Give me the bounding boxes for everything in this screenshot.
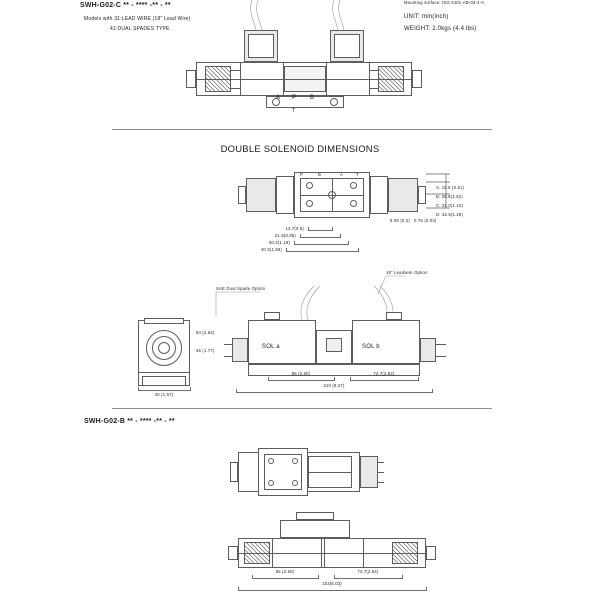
front-dim-line <box>138 390 190 391</box>
section-title: DOUBLE SOLENOID DIMENSIONS <box>220 144 380 155</box>
top-note-line2: 41:DUAL SPADES TYPE <box>110 26 170 32</box>
plan-port-p: P <box>300 172 303 177</box>
lower-dim-line-1 <box>252 578 318 579</box>
solenoid-label-b: SOL b <box>362 344 380 350</box>
mid-dim-line-2 <box>350 380 418 381</box>
divider-top <box>112 129 492 130</box>
plan-small-dim-1: 5.06 (0.2) <box>390 218 410 223</box>
plan-dim-3: 30.2(1.19) <box>268 240 290 245</box>
dim-legend-d: D: 32.5(1.28) <box>436 212 464 217</box>
top-model-code: SWH-G02-C ** - **** -** - ** <box>80 2 171 9</box>
lower-dim-153: 153(6.03) <box>322 581 342 586</box>
lower-dim-727: 72.7(2.84) <box>357 569 379 574</box>
mid-dim-727: 72.7(2.84) <box>373 371 395 376</box>
mid-dim-line-1 <box>268 380 334 381</box>
divider-bottom <box>112 408 492 409</box>
solenoid-label-a: SOL a <box>262 344 280 350</box>
front-dim-45: 45 (1.77) <box>196 348 215 353</box>
mid-dim-65: 65 (2.60) <box>291 371 311 376</box>
lower-dim-line-3 <box>238 590 426 591</box>
port-label-b: B <box>310 95 315 101</box>
unit-label: UNIT: mm(inch) <box>404 14 449 20</box>
mid-dim-210: 210 (8.27) <box>323 383 345 388</box>
weight-label: WEIGHT: 2.0kgs (4.4 lbs) <box>404 26 477 32</box>
front-dim-64: 64 (2.52) <box>196 330 215 335</box>
port-label-t: T <box>292 108 296 114</box>
lower-dim-line-2 <box>334 578 402 579</box>
port-label-p: P <box>292 95 297 101</box>
plan-dim-1: 12.7(0.5) <box>285 226 304 231</box>
dim-legend-c: C: 31.0(1.22) <box>436 203 464 208</box>
mid-dim-line-3 <box>236 392 432 393</box>
dim-legend-a: A: 15.5 (0.61) <box>436 185 465 190</box>
plan-dim-4: 40.5(1.59) <box>260 247 282 252</box>
plan-small-dim-2: 0.76 (0.03) <box>414 218 437 223</box>
dim-legend-b: B: 25.9(1.02) <box>436 194 463 199</box>
port-label-a: A <box>276 95 281 101</box>
top-note-line1: Models with 31:LEAD WIRE (18" Lead Wire) <box>84 16 191 22</box>
front-dim-40: 40 (1.57) <box>154 392 174 397</box>
plan-port-a: A <box>340 172 343 177</box>
callout-leadwire-option: 18" Leadwire Option <box>386 270 428 275</box>
plan-port-t: T <box>356 172 359 177</box>
mounting-surface-note: Mounting surface: ISO 4401-AB-03-4-A <box>404 0 485 5</box>
plan-dim-2: 21.5(0.85) <box>274 233 296 238</box>
callout-spade-option: SAE Dual Spade Option <box>216 286 266 291</box>
lower-model-code: SWH-G02-B ** - **** -** - ** <box>84 418 175 425</box>
lower-dim-65: 65 (2.60) <box>275 569 295 574</box>
plan-port-b: B <box>318 172 321 177</box>
